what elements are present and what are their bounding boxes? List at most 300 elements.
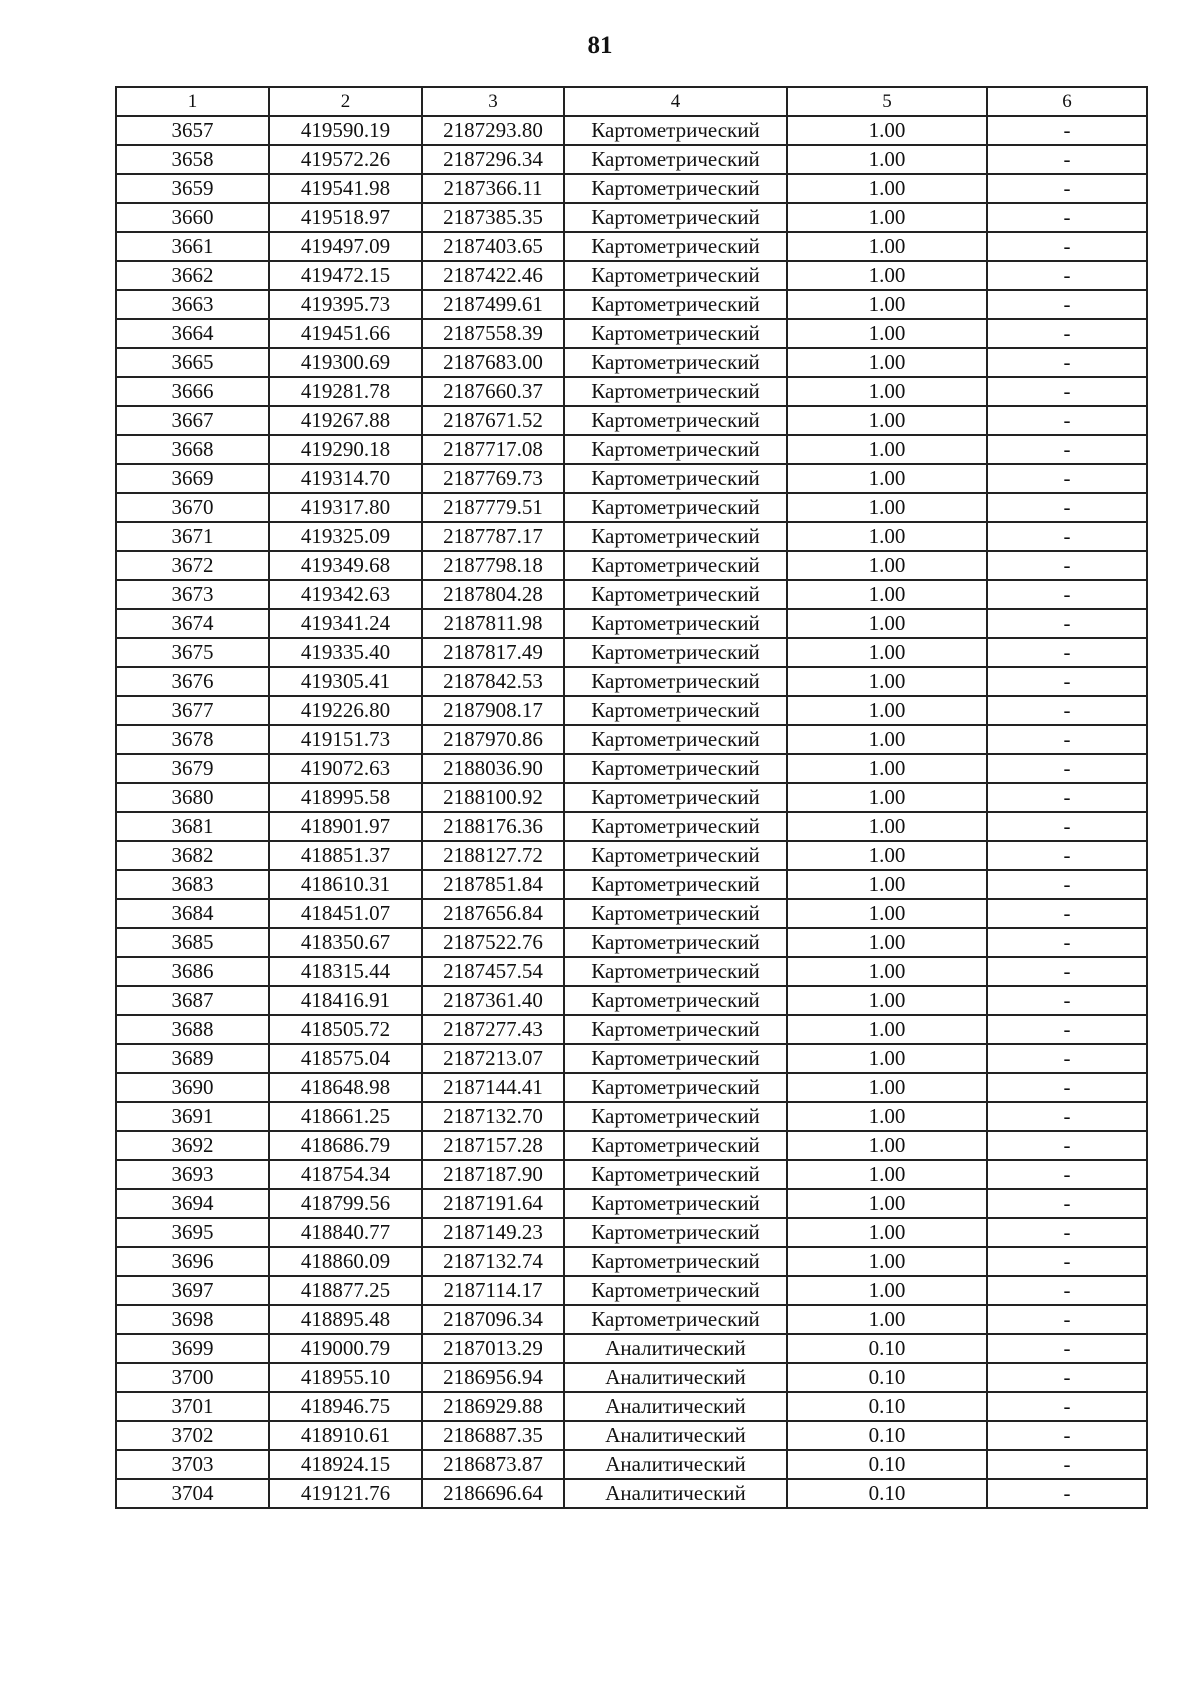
accuracy-cell: 1.00 [787,870,987,899]
x-coordinate-cell: 419572.26 [269,145,422,174]
x-coordinate-cell: 419518.97 [269,203,422,232]
x-coordinate-cell: 418754.34 [269,1160,422,1189]
accuracy-cell: 1.00 [787,754,987,783]
accuracy-cell: 1.00 [787,841,987,870]
y-coordinate-cell: 2186887.35 [422,1421,564,1450]
x-coordinate-cell: 418610.31 [269,870,422,899]
accuracy-cell: 1.00 [787,1247,987,1276]
table-row [116,261,1147,290]
point-number-cell: 3666 [116,377,269,406]
y-coordinate-cell: 2187366.11 [422,174,564,203]
note-cell: - [987,1044,1147,1073]
note-cell: - [987,1131,1147,1160]
x-coordinate-cell: 418895.48 [269,1305,422,1334]
accuracy-cell: 1.00 [787,783,987,812]
note-cell: - [987,348,1147,377]
y-coordinate-cell: 2187522.76 [422,928,564,957]
note-cell: - [987,406,1147,435]
accuracy-cell: 1.00 [787,290,987,319]
note-cell: - [987,493,1147,522]
x-coordinate-cell: 419314.70 [269,464,422,493]
y-coordinate-cell: 2187114.17 [422,1276,564,1305]
table-row [116,1247,1147,1276]
y-coordinate-cell: 2187277.43 [422,1015,564,1044]
table-row [116,580,1147,609]
y-coordinate-cell: 2186696.64 [422,1479,564,1508]
x-coordinate-cell: 418877.25 [269,1276,422,1305]
note-cell: - [987,116,1147,145]
accuracy-cell: 1.00 [787,145,987,174]
accuracy-cell: 0.10 [787,1334,987,1363]
x-coordinate-cell: 419349.68 [269,551,422,580]
x-coordinate-cell: 419335.40 [269,638,422,667]
x-coordinate-cell: 418995.58 [269,783,422,812]
method-cell: Картометрический [564,899,787,928]
table-row [116,232,1147,261]
y-coordinate-cell: 2187769.73 [422,464,564,493]
note-cell: - [987,1102,1147,1131]
method-cell: Картометрический [564,812,787,841]
point-number-cell: 3677 [116,696,269,725]
method-cell: Картометрический [564,870,787,899]
note-cell: - [987,986,1147,1015]
table-row [116,377,1147,406]
method-cell: Аналитический [564,1421,787,1450]
accuracy-cell: 1.00 [787,899,987,928]
x-coordinate-cell: 418416.91 [269,986,422,1015]
note-cell: - [987,1421,1147,1450]
method-cell: Аналитический [564,1363,787,1392]
table-row [116,899,1147,928]
y-coordinate-cell: 2187149.23 [422,1218,564,1247]
y-coordinate-cell: 2187683.00 [422,348,564,377]
accuracy-cell: 1.00 [787,986,987,1015]
table-header-row [116,87,1147,116]
method-cell: Картометрический [564,754,787,783]
method-cell: Картометрический [564,319,787,348]
note-cell: - [987,1160,1147,1189]
table-row [116,1363,1147,1392]
note-cell: - [987,609,1147,638]
y-coordinate-cell: 2187660.37 [422,377,564,406]
accuracy-cell: 1.00 [787,1015,987,1044]
point-number-cell: 3672 [116,551,269,580]
table-row [116,522,1147,551]
accuracy-cell: 1.00 [787,638,987,667]
note-cell: - [987,1015,1147,1044]
accuracy-cell: 0.10 [787,1392,987,1421]
y-coordinate-cell: 2187804.28 [422,580,564,609]
method-cell: Картометрический [564,145,787,174]
point-number-cell: 3663 [116,290,269,319]
point-number-cell: 3670 [116,493,269,522]
table-row [116,1421,1147,1450]
table-body [116,87,1147,1508]
point-number-cell: 3661 [116,232,269,261]
method-cell: Картометрический [564,551,787,580]
method-cell: Аналитический [564,1450,787,1479]
method-cell: Картометрический [564,1131,787,1160]
point-number-cell: 3665 [116,348,269,377]
point-number-cell: 3690 [116,1073,269,1102]
table-row [116,464,1147,493]
accuracy-cell: 1.00 [787,667,987,696]
accuracy-cell: 1.00 [787,1160,987,1189]
method-cell: Картометрический [564,1305,787,1334]
x-coordinate-cell: 419121.76 [269,1479,422,1508]
point-number-cell: 3703 [116,1450,269,1479]
y-coordinate-cell: 2187187.90 [422,1160,564,1189]
point-number-cell: 3659 [116,174,269,203]
table-row [116,319,1147,348]
y-coordinate-cell: 2187293.80 [422,116,564,145]
method-cell: Картометрический [564,609,787,638]
table-row [116,551,1147,580]
method-cell: Картометрический [564,522,787,551]
y-coordinate-cell: 2187779.51 [422,493,564,522]
method-cell: Картометрический [564,638,787,667]
accuracy-cell: 0.10 [787,1363,987,1392]
point-number-cell: 3686 [116,957,269,986]
y-coordinate-cell: 2187403.65 [422,232,564,261]
accuracy-cell: 1.00 [787,232,987,261]
method-cell: Картометрический [564,174,787,203]
accuracy-cell: 0.10 [787,1450,987,1479]
y-coordinate-cell: 2187671.52 [422,406,564,435]
point-number-cell: 3683 [116,870,269,899]
accuracy-cell: 1.00 [787,1276,987,1305]
table-row [116,1334,1147,1363]
note-cell: - [987,667,1147,696]
method-cell: Картометрический [564,493,787,522]
table-row [116,493,1147,522]
point-number-cell: 3660 [116,203,269,232]
note-cell: - [987,551,1147,580]
method-cell: Картометрический [564,928,787,957]
point-number-cell: 3664 [116,319,269,348]
table-row [116,1160,1147,1189]
table-row [116,609,1147,638]
x-coordinate-cell: 419590.19 [269,116,422,145]
method-cell: Картометрический [564,986,787,1015]
point-number-cell: 3657 [116,116,269,145]
x-coordinate-cell: 418901.97 [269,812,422,841]
accuracy-cell: 1.00 [787,609,987,638]
accuracy-cell: 0.10 [787,1421,987,1450]
x-coordinate-cell: 419497.09 [269,232,422,261]
note-cell: - [987,1334,1147,1363]
point-number-cell: 3697 [116,1276,269,1305]
x-coordinate-cell: 418575.04 [269,1044,422,1073]
note-cell: - [987,841,1147,870]
table-row [116,348,1147,377]
note-cell: - [987,435,1147,464]
point-number-cell: 3668 [116,435,269,464]
point-number-cell: 3699 [116,1334,269,1363]
note-cell: - [987,1189,1147,1218]
method-cell: Картометрический [564,464,787,493]
y-coordinate-cell: 2187811.98 [422,609,564,638]
accuracy-cell: 1.00 [787,696,987,725]
method-cell: Аналитический [564,1392,787,1421]
x-coordinate-cell: 418505.72 [269,1015,422,1044]
point-number-cell: 3685 [116,928,269,957]
point-number-cell: 3687 [116,986,269,1015]
y-coordinate-cell: 2187842.53 [422,667,564,696]
y-coordinate-cell: 2187361.40 [422,986,564,1015]
note-cell: - [987,783,1147,812]
accuracy-cell: 1.00 [787,203,987,232]
x-coordinate-cell: 419151.73 [269,725,422,754]
x-coordinate-cell: 419281.78 [269,377,422,406]
method-cell: Картометрический [564,1073,787,1102]
point-number-cell: 3679 [116,754,269,783]
y-coordinate-cell: 2187970.86 [422,725,564,754]
point-number-cell: 3671 [116,522,269,551]
table-row [116,870,1147,899]
y-coordinate-cell: 2187717.08 [422,435,564,464]
point-number-cell: 3681 [116,812,269,841]
note-cell: - [987,319,1147,348]
y-coordinate-cell: 2187013.29 [422,1334,564,1363]
method-cell: Картометрический [564,290,787,319]
method-cell: Картометрический [564,580,787,609]
y-coordinate-cell: 2187191.64 [422,1189,564,1218]
y-coordinate-cell: 2187457.54 [422,957,564,986]
table-row [116,957,1147,986]
x-coordinate-cell: 418686.79 [269,1131,422,1160]
x-coordinate-cell: 419300.69 [269,348,422,377]
method-cell: Картометрический [564,841,787,870]
accuracy-cell: 1.00 [787,319,987,348]
accuracy-cell: 1.00 [787,174,987,203]
point-number-cell: 3673 [116,580,269,609]
note-cell: - [987,1247,1147,1276]
table-row [116,145,1147,174]
point-number-cell: 3678 [116,725,269,754]
x-coordinate-cell: 419541.98 [269,174,422,203]
y-coordinate-cell: 2187656.84 [422,899,564,928]
point-number-cell: 3695 [116,1218,269,1247]
accuracy-cell: 1.00 [787,522,987,551]
accuracy-cell: 1.00 [787,261,987,290]
point-number-cell: 3675 [116,638,269,667]
note-cell: - [987,1392,1147,1421]
accuracy-cell: 1.00 [787,116,987,145]
table-row [116,1479,1147,1508]
note-cell: - [987,580,1147,609]
note-cell: - [987,1073,1147,1102]
note-cell: - [987,290,1147,319]
accuracy-cell: 1.00 [787,957,987,986]
table-row [116,116,1147,145]
point-number-cell: 3700 [116,1363,269,1392]
note-cell: - [987,261,1147,290]
method-cell: Картометрический [564,232,787,261]
y-coordinate-cell: 2187157.28 [422,1131,564,1160]
method-cell: Картометрический [564,1160,787,1189]
table-row [116,1392,1147,1421]
note-cell: - [987,174,1147,203]
note-cell: - [987,1450,1147,1479]
table-row [116,754,1147,783]
note-cell: - [987,928,1147,957]
x-coordinate-cell: 419325.09 [269,522,422,551]
method-cell: Аналитический [564,1479,787,1508]
table-row [116,1276,1147,1305]
y-coordinate-cell: 2187213.07 [422,1044,564,1073]
x-coordinate-cell: 419267.88 [269,406,422,435]
x-coordinate-cell: 419342.63 [269,580,422,609]
y-coordinate-cell: 2186929.88 [422,1392,564,1421]
method-cell: Картометрический [564,1189,787,1218]
accuracy-cell: 1.00 [787,1044,987,1073]
method-cell: Картометрический [564,696,787,725]
note-cell: - [987,1305,1147,1334]
point-number-cell: 3691 [116,1102,269,1131]
column-header: 4 [564,87,787,116]
method-cell: Картометрический [564,1102,787,1131]
x-coordinate-cell: 419472.15 [269,261,422,290]
method-cell: Картометрический [564,261,787,290]
method-cell: Картометрический [564,667,787,696]
y-coordinate-cell: 2187908.17 [422,696,564,725]
table-row [116,1189,1147,1218]
table-row [116,1073,1147,1102]
point-number-cell: 3658 [116,145,269,174]
table-row [116,725,1147,754]
note-cell: - [987,1479,1147,1508]
x-coordinate-cell: 418860.09 [269,1247,422,1276]
y-coordinate-cell: 2187787.17 [422,522,564,551]
column-header: 6 [987,87,1147,116]
y-coordinate-cell: 2188100.92 [422,783,564,812]
y-coordinate-cell: 2187851.84 [422,870,564,899]
accuracy-cell: 1.00 [787,493,987,522]
x-coordinate-cell: 418315.44 [269,957,422,986]
table-row [116,203,1147,232]
x-coordinate-cell: 418946.75 [269,1392,422,1421]
accuracy-cell: 1.00 [787,1131,987,1160]
table-row [116,841,1147,870]
x-coordinate-cell: 419317.80 [269,493,422,522]
point-number-cell: 3688 [116,1015,269,1044]
point-number-cell: 3674 [116,609,269,638]
x-coordinate-cell: 419395.73 [269,290,422,319]
table-row [116,1218,1147,1247]
note-cell: - [987,464,1147,493]
point-number-cell: 3669 [116,464,269,493]
method-cell: Картометрический [564,1044,787,1073]
y-coordinate-cell: 2188036.90 [422,754,564,783]
y-coordinate-cell: 2187096.34 [422,1305,564,1334]
accuracy-cell: 1.00 [787,348,987,377]
accuracy-cell: 1.00 [787,1218,987,1247]
note-cell: - [987,203,1147,232]
x-coordinate-cell: 418851.37 [269,841,422,870]
table-row [116,1044,1147,1073]
table-row [116,783,1147,812]
table-row [116,1131,1147,1160]
column-header: 5 [787,87,987,116]
note-cell: - [987,870,1147,899]
method-cell: Картометрический [564,1247,787,1276]
point-number-cell: 3704 [116,1479,269,1508]
point-number-cell: 3702 [116,1421,269,1450]
y-coordinate-cell: 2187144.41 [422,1073,564,1102]
column-header: 3 [422,87,564,116]
y-coordinate-cell: 2188176.36 [422,812,564,841]
x-coordinate-cell: 419305.41 [269,667,422,696]
accuracy-cell: 1.00 [787,377,987,406]
table-row [116,667,1147,696]
y-coordinate-cell: 2187499.61 [422,290,564,319]
x-coordinate-cell: 419290.18 [269,435,422,464]
note-cell: - [987,1276,1147,1305]
x-coordinate-cell: 418910.61 [269,1421,422,1450]
table-row [116,928,1147,957]
method-cell: Аналитический [564,1334,787,1363]
y-coordinate-cell: 2187422.46 [422,261,564,290]
table-row [116,1015,1147,1044]
x-coordinate-cell: 418924.15 [269,1450,422,1479]
method-cell: Картометрический [564,1015,787,1044]
x-coordinate-cell: 418648.98 [269,1073,422,1102]
table-row [116,174,1147,203]
accuracy-cell: 1.00 [787,580,987,609]
accuracy-cell: 0.10 [787,1479,987,1508]
method-cell: Картометрический [564,725,787,754]
point-number-cell: 3676 [116,667,269,696]
page-number: 81 [587,32,613,59]
method-cell: Картометрический [564,377,787,406]
x-coordinate-cell: 419072.63 [269,754,422,783]
y-coordinate-cell: 2186956.94 [422,1363,564,1392]
y-coordinate-cell: 2187558.39 [422,319,564,348]
y-coordinate-cell: 2187385.35 [422,203,564,232]
coordinates-table [115,86,1148,1509]
x-coordinate-cell: 419000.79 [269,1334,422,1363]
note-cell: - [987,725,1147,754]
y-coordinate-cell: 2186873.87 [422,1450,564,1479]
method-cell: Картометрический [564,348,787,377]
column-header: 1 [116,87,269,116]
accuracy-cell: 1.00 [787,1305,987,1334]
note-cell: - [987,899,1147,928]
x-coordinate-cell: 419341.24 [269,609,422,638]
point-number-cell: 3682 [116,841,269,870]
x-coordinate-cell: 418955.10 [269,1363,422,1392]
x-coordinate-cell: 418799.56 [269,1189,422,1218]
table-row [116,435,1147,464]
table-row [116,406,1147,435]
y-coordinate-cell: 2188127.72 [422,841,564,870]
x-coordinate-cell: 418451.07 [269,899,422,928]
x-coordinate-cell: 418840.77 [269,1218,422,1247]
y-coordinate-cell: 2187132.70 [422,1102,564,1131]
method-cell: Картометрический [564,1218,787,1247]
table-row [116,1305,1147,1334]
y-coordinate-cell: 2187132.74 [422,1247,564,1276]
note-cell: - [987,1218,1147,1247]
y-coordinate-cell: 2187817.49 [422,638,564,667]
x-coordinate-cell: 419451.66 [269,319,422,348]
table-row [116,986,1147,1015]
point-number-cell: 3689 [116,1044,269,1073]
note-cell: - [987,638,1147,667]
accuracy-cell: 1.00 [787,1102,987,1131]
note-cell: - [987,522,1147,551]
